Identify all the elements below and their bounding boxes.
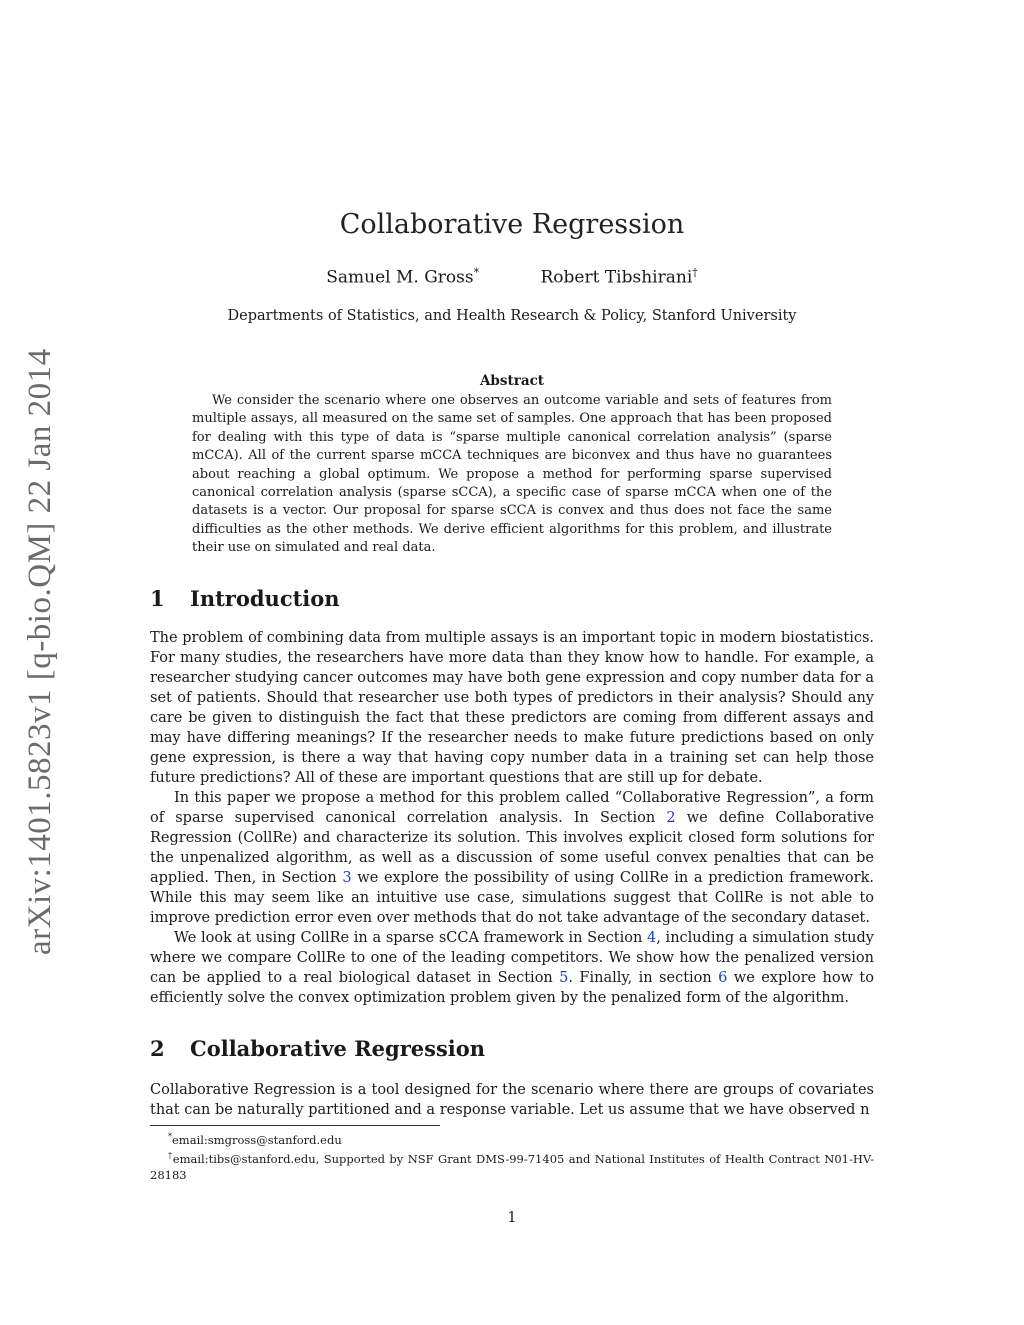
paragraph: We look at using CollRe in a sparse sCCA framework in Section 4, including a simulation study where we compare CollRe to one of the leading competitors. We show how the penalized version can be applied to a real biological dataset in Section 5. Finally, in section 6 we explore how to efficiently solve the convex optimization problem given by the penalized form of the algorithm.: [150, 930, 874, 1006]
author-footnote-mark: †: [692, 266, 698, 279]
author-name: Robert Tibshirani: [540, 267, 693, 288]
footnote-divider: [150, 1125, 440, 1126]
footnotes: [150, 1129, 874, 1183]
section-ref-link[interactable]: 3: [342, 870, 352, 886]
section-number: 1: [150, 586, 165, 611]
arxiv-identifier-stamp: arXiv:1401.5823v1 [q-bio.QM] 22 Jan 2014: [22, 348, 58, 955]
footnote-text: email:tibs@stanford.edu, Supported by NSF Grant DMS-99-71405 and National Institutes of Health Contract N01-HV-28183: [150, 1152, 875, 1182]
section-ref-link[interactable]: 5: [559, 970, 569, 986]
section-title: Collaborative Regression: [190, 1036, 486, 1061]
section-heading-introduction: [150, 586, 340, 611]
introduction-body: [150, 628, 874, 1008]
section-title: Introduction: [190, 586, 340, 611]
paper-title: Collaborative Regression: [339, 209, 685, 240]
footnote-mark: *: [168, 1132, 172, 1141]
collaborative-regression-body: [150, 1080, 874, 1120]
section-number: 2: [150, 1036, 165, 1061]
page-number: 1: [507, 1210, 517, 1226]
footnote-mark: †: [168, 1151, 173, 1161]
section-ref-link[interactable]: 6: [718, 970, 728, 986]
paragraph: The problem of combining data from multiple assays is an important topic in modern biostatistics. For many studies, the researchers have more data than they know how to handle. For example, a researcher studying cancer outcomes may have both gene expression and copy number data for a set of patients. Should that researcher use both types of predictors in their analysis? Should any care be given to distinguish the fact that these predictors are coming from different assays and may have differing meanings? If the researcher needs to make future predictions based on only gene expression, is there a way that having copy number data in a training set can help those future predictions? All of these are important questions that are still up for debate.: [150, 630, 874, 786]
section-ref-link[interactable]: 4: [647, 930, 657, 946]
author-footnote-mark: *: [473, 266, 480, 279]
paragraph: Collaborative Regression is a tool designed for the scenario where there are groups of covariates that can be naturally partitioned and a response variable. Let us assume that we have observed n: [150, 1082, 874, 1118]
section-heading-collaborative-regression: [150, 1036, 485, 1061]
author: [541, 266, 698, 288]
author: [326, 266, 479, 288]
footnote: [150, 1129, 874, 1148]
abstract-text: We consider the scenario where one observes an outcome variable and sets of features from multiple assays, all measured on the same set of samples. One approach that has been proposed for dealing with this type of data is “sparse multiple canonical correlation analysis” (sparse mCCA). All of the current sparse mCCA techniques are biconvex and thus have no guarantees about reaching a global optimum. We propose a method for performing sparse supervised canonical correlation analysis (sparse sCCA), a specific case of sparse mCCA when one of the datasets is a vector. Our proposal for sparse sCCA is convex and thus does not face the same difficulties as the other methods. We derive efficient algorithms for this problem, and illustrate their use on simulated and real data.: [192, 393, 832, 556]
author-list: [150, 266, 874, 288]
section-ref-link[interactable]: 2: [666, 810, 676, 826]
footnote: [150, 1148, 874, 1183]
author-name: Samuel M. Gross: [326, 267, 474, 288]
affiliation: Departments of Statistics, and Health Research & Policy, Stanford University: [227, 308, 797, 324]
paragraph: In this paper we propose a method for this problem called “Collaborative Regression”, a form of sparse supervised canonical correlation analysis. In Section 2 we define Collaborative Regression (CollRe) and characterize its solution. This involves explicit closed form solutions for the unpenalized algorithm, as well as a discussion of some useful convex penalties that can be applied. Then, in Section 3 we explore the possibility of using CollRe in a prediction framework. While this may seem like an intuitive use case, simulations suggest that CollRe is not able to improve prediction error even over methods that do not take advantage of the secondary dataset.: [150, 790, 874, 926]
abstract-heading: Abstract: [479, 373, 545, 389]
footnote-text: email:smgross@stanford.edu: [172, 1132, 342, 1147]
